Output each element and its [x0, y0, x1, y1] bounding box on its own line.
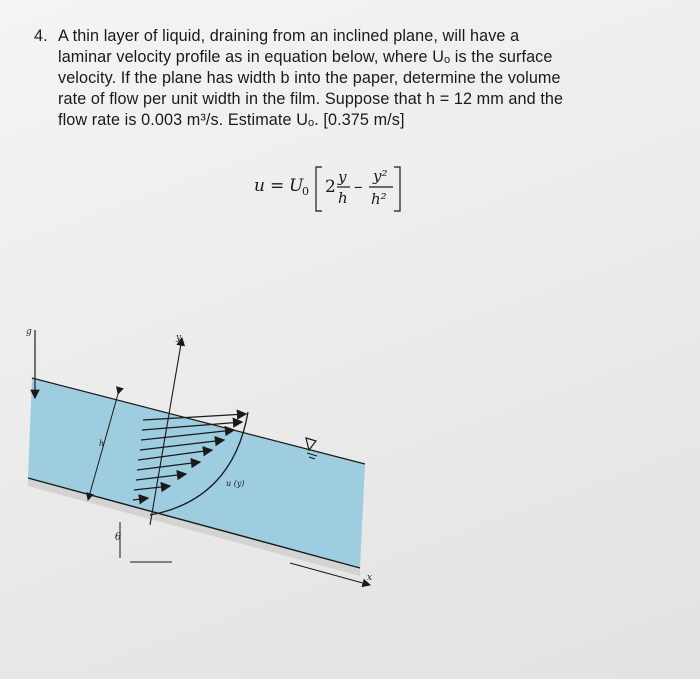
eq-coef-sub: 0	[302, 185, 309, 198]
problem-line-2: laminar velocity profile as in equation below, where Uₒ is the surface	[58, 48, 553, 66]
thickness-label: h	[99, 439, 105, 448]
eq-two: 2	[325, 177, 336, 197]
eq-frac1-den: h	[338, 189, 348, 207]
eq-equals: =	[270, 176, 285, 196]
y-axis-label: y	[176, 333, 182, 343]
problem-line-5: flow rate is 0.003 m³/s. Estimate Uₒ. [0.375 m/s]	[58, 111, 405, 129]
liquid-film	[28, 378, 365, 568]
eq-left-bracket	[316, 167, 322, 211]
angle-label: θ	[115, 532, 122, 543]
inclined-plane-figure	[0, 300, 420, 600]
gravity-label: g	[26, 327, 32, 337]
problem-text-line: A thin layer of liquid, draining from an inclined plane, will have a	[58, 27, 520, 45]
profile-label: u (y)	[226, 479, 245, 488]
eq-frac2-num: y²	[373, 167, 388, 185]
eq-lhs: u	[254, 176, 265, 196]
velocity-equation	[252, 160, 432, 222]
problem-line-4: rate of flow per unit width in the film. Suppose that h = 12 mm and the	[58, 90, 564, 108]
eq-right-bracket	[394, 167, 400, 211]
eq-frac2-den: h²	[371, 190, 387, 208]
free-surface-triangle	[306, 438, 316, 450]
eq-minus: –	[354, 177, 363, 197]
x-axis-label: x	[367, 573, 373, 583]
eq-frac1-num: y	[338, 168, 347, 186]
problem-line-3: velocity. If the plane has width b into the paper, determine the volume	[58, 69, 561, 87]
problem-number: 4.	[34, 27, 48, 45]
problem-statement	[34, 26, 634, 131]
problem-line-1	[34, 26, 634, 47]
eq-coef: U	[289, 176, 304, 196]
